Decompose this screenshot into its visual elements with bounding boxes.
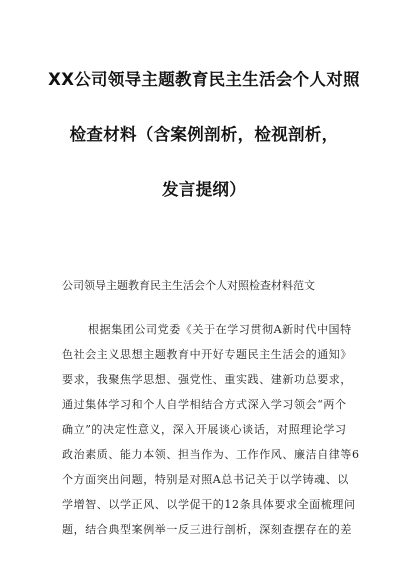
body-line-3: 要求，我聚焦学思想、强党性、重实践、建新功总要求， bbox=[62, 373, 352, 386]
body-line-6: 政治素质、能力本领、担当作为、工作作风、廉洁自律等6 bbox=[62, 448, 360, 461]
body-line-7: 个方面突出问题，特别是对照A总书记关于以学铸魂、以 bbox=[62, 473, 349, 486]
body-line-8: 学增智、以学正风、以学促干的12条具体要求全面梳理问 bbox=[62, 498, 356, 511]
document-title-line-1: XX公司领导主题教育民主生活会个人对照 bbox=[48, 70, 360, 89]
document-subtitle: 公司领导主题教育民主生活会个人对照检查材料范文 bbox=[62, 279, 315, 292]
body-line-4: 通过集体学习和个人自学相结合方式深入学习领会“两个 bbox=[62, 398, 347, 411]
document-title-line-2: 检查材料（含案例剖析，检视剖析， bbox=[69, 125, 339, 144]
document-title-line-3: 发言提纲） bbox=[162, 180, 246, 199]
body-line-1: 根据集团公司党委《关于在学习贯彻A新时代中国特 bbox=[88, 323, 352, 336]
body-line-2: 色社会主义思想主题教育中开好专题民主生活会的通知》 bbox=[62, 348, 352, 361]
body-line-5: 确立”的决定性意义，深入开展谈心谈话，对照理论学习 bbox=[62, 423, 347, 436]
body-line-9: 题，结合典型案例举一反三进行剖析，深刻查摆存在的差 bbox=[62, 523, 352, 536]
